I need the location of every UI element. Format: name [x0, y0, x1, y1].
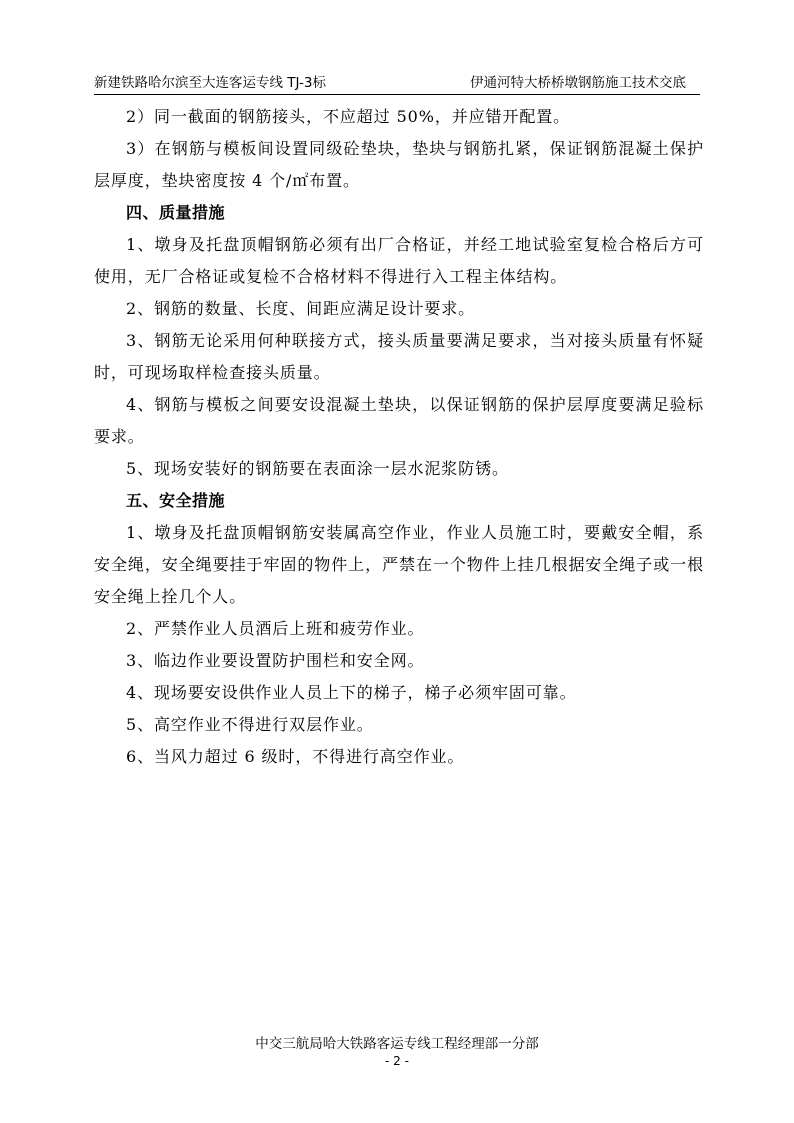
paragraph-safety-1: 1、墩身及托盘顶帽钢筋安装属高空作业，作业人员施工时，要戴安全帽，系安全绳，安全绳要挂于牢固的物件上，严禁在一个物件上挂几根据安全绳子或一根安全绳上拴几个人。 — [94, 523, 704, 606]
paragraph-safety-3: 3、临边作业要设置防护围栏和安全网。 — [126, 651, 425, 670]
paragraph-quality-1: 1、墩身及托盘顶帽钢筋必须有出厂合格证，并经工地试验室复检合格后方可使用，无厂合格证或复检不合格材料不得进行入工程主体结构。 — [94, 235, 704, 286]
paragraph-safety-5: 5、高空作业不得进行双层作业。 — [126, 715, 374, 734]
section-heading-quality: 四、质量措施 — [126, 203, 226, 222]
paragraph-quality-3: 3、钢筋无论采用何种联接方式，接头质量要满足要求，当对接头质量有怀疑时，可现场取样检查接头质量。 — [94, 331, 704, 382]
paragraph-safety-2: 2、严禁作业人员酒后上班和疲劳作业。 — [126, 619, 425, 638]
page-footer — [0, 1035, 794, 1069]
paragraph-safety-4: 4、现场要安设供作业人员上下的梯子，梯子必须牢固可靠。 — [126, 683, 577, 702]
paragraph-quality-4: 4、钢筋与模板之间要安设混凝土垫块，以保证钢筋的保护层厚度要满足验标要求。 — [94, 395, 704, 446]
paragraph-spacer-blocks: 3）在钢筋与模板间设置同级砼垫块，垫块与钢筋扎紧，保证钢筋混凝土保护层厚度，垫块密度按 4 个/㎡布置。 — [94, 139, 704, 190]
footer-organization: 中交三航局哈大铁路客运专线工程经理部一分部 — [255, 1036, 539, 1052]
section-heading-safety: 五、安全措施 — [126, 491, 226, 510]
page-header — [94, 74, 700, 95]
header-project-title: 新建铁路哈尔滨至大连客运专线 TJ-3标 — [94, 75, 326, 91]
page-number: - 2 - — [385, 1054, 409, 1068]
paragraph-safety-6: 6、当风力超过 6 级时，不得进行高空作业。 — [126, 747, 465, 766]
paragraph-joint-ratio: 2）同一截面的钢筋接头，不应超过 50%，并应错开配置。 — [126, 107, 571, 126]
document-body — [94, 101, 704, 773]
header-document-title: 伊通河特大桥桥墩钢筋施工技术交底 — [470, 75, 686, 91]
paragraph-quality-5: 5、现场安装好的钢筋要在表面涂一层水泥浆防锈。 — [126, 459, 509, 478]
paragraph-quality-2: 2、钢筋的数量、长度、间距应满足设计要求。 — [126, 299, 476, 318]
